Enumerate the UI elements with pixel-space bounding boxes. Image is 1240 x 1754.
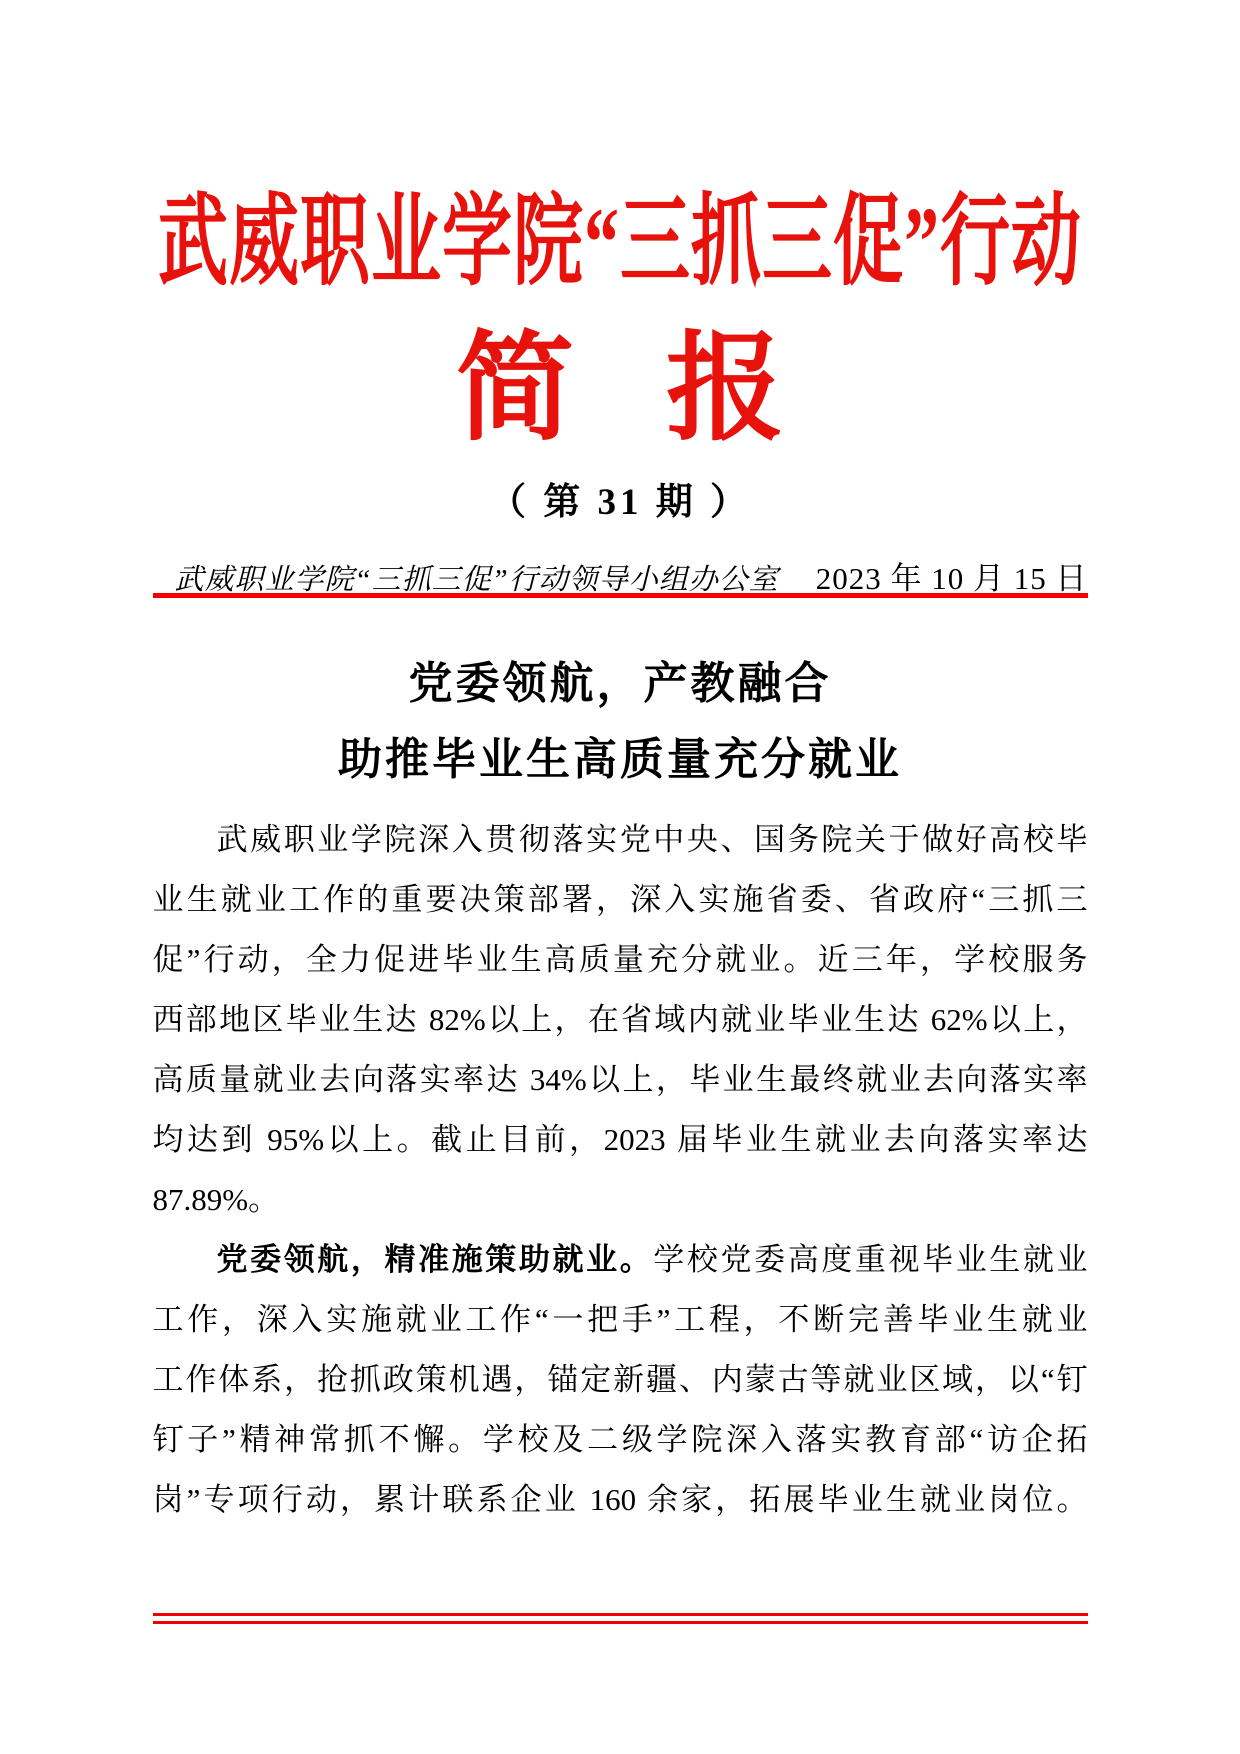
footer-rule-bottom-bar (153, 1621, 1088, 1624)
body-line: 促”行动，全力促进毕业生高质量充分就业。近三年，学校服务 (152, 942, 1088, 977)
body-line: 西部地区毕业生达 82%以上，在省域内就业毕业生达 62%以上， (152, 1002, 1088, 1037)
body-line: 87.89%。 (152, 1182, 280, 1217)
issuing-office: 武威职业学院“三抓三促”行动领导小组办公室 (174, 564, 779, 596)
issue-date: 2023 年 10 月 15 日 (815, 561, 1088, 596)
headline-line-2: 助推毕业生高质量充分就业 (338, 735, 902, 784)
body-line: 均达到 95%以上。截止目前，2023 届毕业生就业去向落实率达 (152, 1122, 1088, 1157)
body-line: 武威职业学院深入贯彻落实党中央、国务院关于做好高校毕 (216, 822, 1088, 857)
issue-number: （ 第 31 期 ） (489, 482, 751, 523)
masthead-bulletin-title (153, 324, 1088, 455)
body-line: 岗”专项行动，累计联系企业 160 余家，拓展毕业生就业岗位。 (152, 1482, 1088, 1517)
headline-line-1: 党委领航，产教融合 (408, 659, 832, 708)
article (153, 646, 1088, 1530)
body-line: 党委领航，精准施策助就业。学校党委高度重视毕业生就业 (216, 1242, 1088, 1277)
office-date-row (153, 553, 1088, 596)
page-content (152, 188, 1088, 1624)
bulletin-char-1: 简 (455, 324, 574, 455)
masthead (153, 188, 1088, 598)
body-line: 工作体系，抢抓政策机遇，锚定新疆、内蒙古等就业区域，以“钉 (152, 1362, 1088, 1397)
body-line: 高质量就业去向落实率达 34%以上，毕业生最终就业去向落实率 (152, 1062, 1088, 1097)
article-headline (153, 646, 1088, 798)
bold-lead: 党委领航，精准施策助就业。 (216, 1242, 654, 1277)
masthead-org-title: 武威职业学院“三抓三促”行动 (158, 188, 1082, 299)
body-line: 工作，深入实施就业工作“一把手”工程，不断完善毕业生就业 (152, 1302, 1088, 1337)
body-line: 钉子”精神常抓不懈。学校及二级学院深入落实教育部“访企拓 (152, 1422, 1088, 1457)
article-body (153, 810, 1088, 1530)
body-line: 业生就业工作的重要决策部署，深入实施省委、省政府“三抓三 (152, 882, 1088, 917)
page-footer (153, 1613, 1088, 1624)
footer-double-rule (153, 1613, 1088, 1624)
bulletin-char-2: 报 (666, 324, 785, 455)
